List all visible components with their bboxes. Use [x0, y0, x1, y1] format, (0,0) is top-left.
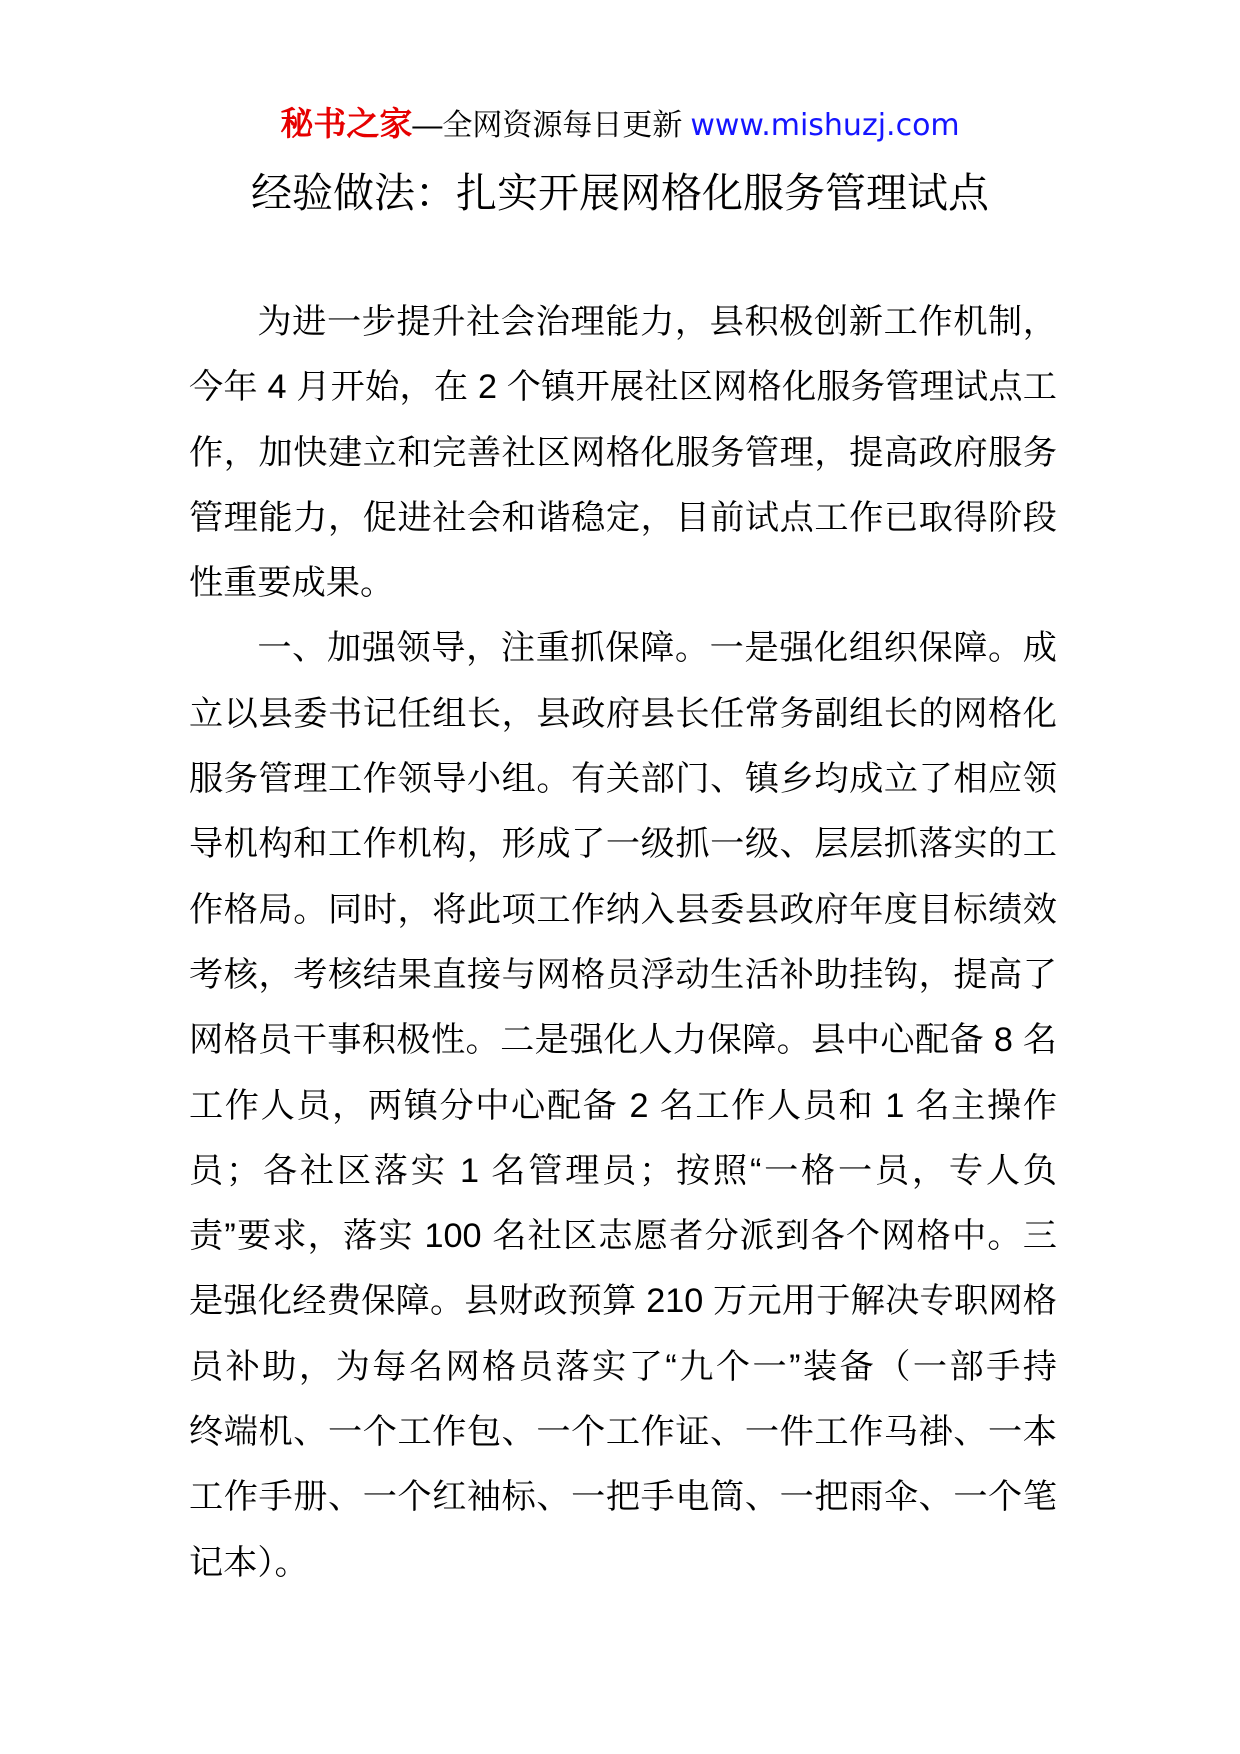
brand-name: 秘书之家 [280, 105, 413, 142]
body-line: 是强化经费保障。县财政预算 210 万元用于解决专职网格 [189, 1282, 1057, 1321]
body-line: 工作人员，两镇分中心配备 2 名工作人员和 1 名主操作 [189, 1086, 1057, 1125]
paragraph-intro [189, 290, 1057, 616]
body-line: 服务管理工作领导小组。有关部门、镇乡均成立了相应领 [189, 760, 1057, 799]
paragraph-section-1 [189, 616, 1057, 1595]
body-line: 一、加强领导，注重抓保障。一是强化组织保障。成 [257, 629, 1057, 668]
body-line: 今年 4 月开始，在 2 个镇开展社区网格化服务管理试点工 [189, 368, 1057, 407]
body-line: 作格局。同时，将此项工作纳入县委县政府年度目标绩效 [189, 890, 1057, 929]
body-line: 终端机、一个工作包、一个工作证、一件工作马褂、一本 [189, 1413, 1057, 1452]
body-line: 责”要求，落实 100 名社区志愿者分派到各个网格中。三 [189, 1217, 1057, 1256]
body-line: 工作手册、一个红袖标、一把手电筒、一把雨伞、一个笔 [189, 1478, 1057, 1517]
body-line: 员；各社区落实 1 名管理员；按照“一格一员，专人负 [189, 1151, 1057, 1190]
body-line: 记本）。 [189, 1543, 309, 1582]
body-line: 管理能力，促进社会和谐稳定，目前试点工作已取得阶段 [189, 498, 1057, 537]
document-title: 经验做法：扎实开展网格化服务管理试点 [251, 170, 989, 216]
body-line: 网格员干事积极性。二是强化人力保障。县中心配备 8 名 [189, 1021, 1057, 1060]
body-line: 性重要成果。 [189, 564, 395, 603]
body-line: 考核，考核结果直接与网格员浮动生活补助挂钩，提高了 [189, 955, 1057, 994]
body-line: 作，加快建立和完善社区网格化服务管理，提高政府服务 [189, 433, 1057, 472]
document-body [189, 290, 1057, 1596]
body-line: 导机构和工作机构，形成了一级抓一级、层层抓落实的工 [189, 825, 1057, 864]
body-line: 立以县委书记任组长，县政府县长任常务副组长的网格化 [189, 694, 1057, 733]
site-url-link[interactable]: www.mishuzj.com [690, 108, 960, 143]
body-line: 为进一步提升社会治理能力，县积极创新工作机制， [257, 303, 1057, 341]
site-header [0, 102, 1240, 146]
body-line: 员补助，为每名网格员落实了“九个一”装备（一部手持 [189, 1347, 1057, 1386]
header-tagline: —全网资源每日更新 [412, 109, 683, 142]
